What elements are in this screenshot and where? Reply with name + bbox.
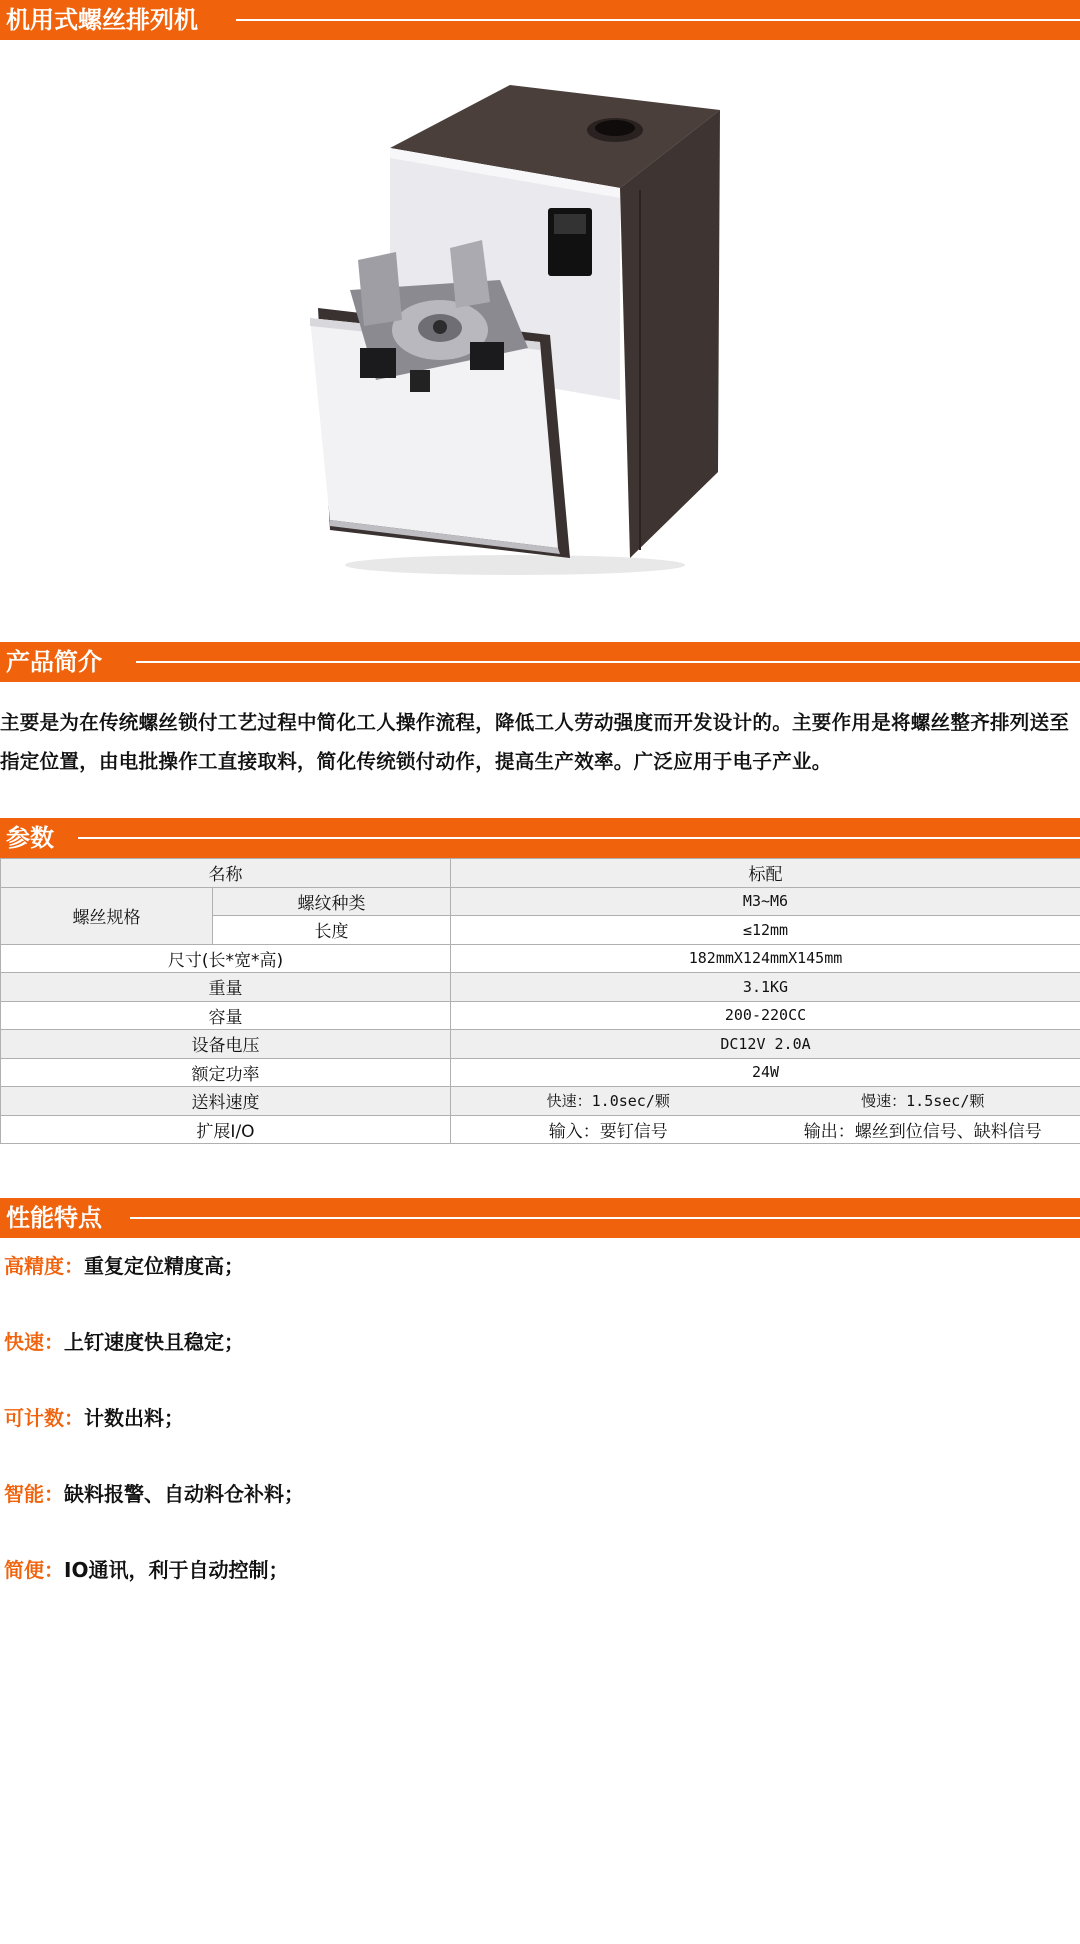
guide-arm-left [358,252,402,326]
thread-label-cell: 螺纹种类 [213,887,451,916]
params-section-bar [0,818,1080,858]
feature-key: 智能： [4,1482,64,1506]
speed-fast: 快速：1.0sec/颗 [546,1092,670,1111]
table-row [1,944,1080,973]
features-heading: 性能特点 [6,1198,116,1238]
feature-text: 缺料报警、自动料仓补料； [64,1482,304,1506]
table-row [1,1115,1080,1144]
length-label-cell: 长度 [213,916,451,945]
row-value-cell: 200-220CC [451,1001,1080,1030]
length-value-cell: ≤12mm [451,916,1080,945]
screw-spec-cell: 螺丝规格 [1,887,213,944]
io-label-cell: 扩展I/O [1,1115,451,1144]
params-heading: 参数 [6,818,68,858]
product-title-bar [0,0,1080,40]
row-value-cell: 24W [451,1058,1080,1087]
title-rule [236,19,1080,21]
product-title: 机用式螺丝排列机 [6,0,212,40]
io-input: 输入：要钉信号 [548,1121,668,1142]
speed-value-cell [451,1087,1080,1116]
feature-key: 可计数： [4,1406,84,1430]
speed-slow: 慢速：1.5sec/颗 [861,1092,985,1111]
row-label-cell: 额定功率 [1,1058,451,1087]
feature-item [4,1478,304,1507]
table-row [1,973,1080,1002]
io-value-cell [451,1115,1080,1144]
params-rule [78,837,1080,839]
machine-side [620,110,720,558]
feature-item [4,1326,244,1355]
row-value-cell: 182mmX124mmX145mm [451,944,1080,973]
feature-key: 快速： [4,1330,64,1354]
features-section-bar [0,1198,1080,1238]
table-row [1,1030,1080,1059]
feature-key: 简便： [4,1558,64,1582]
feature-text: 重复定位精度高； [84,1254,244,1278]
feature-text: IO通讯，利于自动控制； [64,1558,289,1582]
feature-text: 上钉速度快且稳定； [64,1330,244,1354]
row-label-cell: 重量 [1,973,451,1002]
features-rule [130,1217,1080,1219]
table-row [1,1087,1080,1116]
row-label-cell: 设备电压 [1,1030,451,1059]
product-image [300,80,730,580]
row-value-cell: DC12V 2.0A [451,1030,1080,1059]
feature-key: 高精度： [4,1254,84,1278]
intro-paragraph: 主要是为在传统螺丝锁付工艺过程中简化工人操作流程，降低工人劳动强度而开发设计的。主要作用是将螺丝整齐排列送至指定位置，由电批操作工直接取料，简化传统锁付动作，提高生产效率。广泛应用于电子产业。 [0,711,1070,773]
params-table [0,858,1080,1144]
io-output: 输出：螺丝到位信号、缺料信号 [803,1121,1042,1142]
feature-item [4,1250,244,1279]
thread-value-cell: M3~M6 [451,887,1080,916]
row-value-cell: 3.1KG [451,973,1080,1002]
header-value-cell: 标配 [451,859,1080,888]
feature-text: 计数出料； [84,1406,184,1430]
table-header-row [1,859,1080,888]
feature-item [4,1402,184,1431]
speed-label-cell: 送料速度 [1,1087,451,1116]
intro-heading: 产品简介 [6,642,116,682]
row-label-cell: 尺寸(长*宽*高) [1,944,451,973]
intro-section-bar [0,642,1080,682]
feature-item [4,1554,288,1583]
intro-rule [136,661,1080,663]
row-label-cell: 容量 [1,1001,451,1030]
table-row [1,1001,1080,1030]
header-name-cell: 名称 [1,859,451,888]
table-row [1,1058,1080,1087]
table-row [1,887,1080,916]
